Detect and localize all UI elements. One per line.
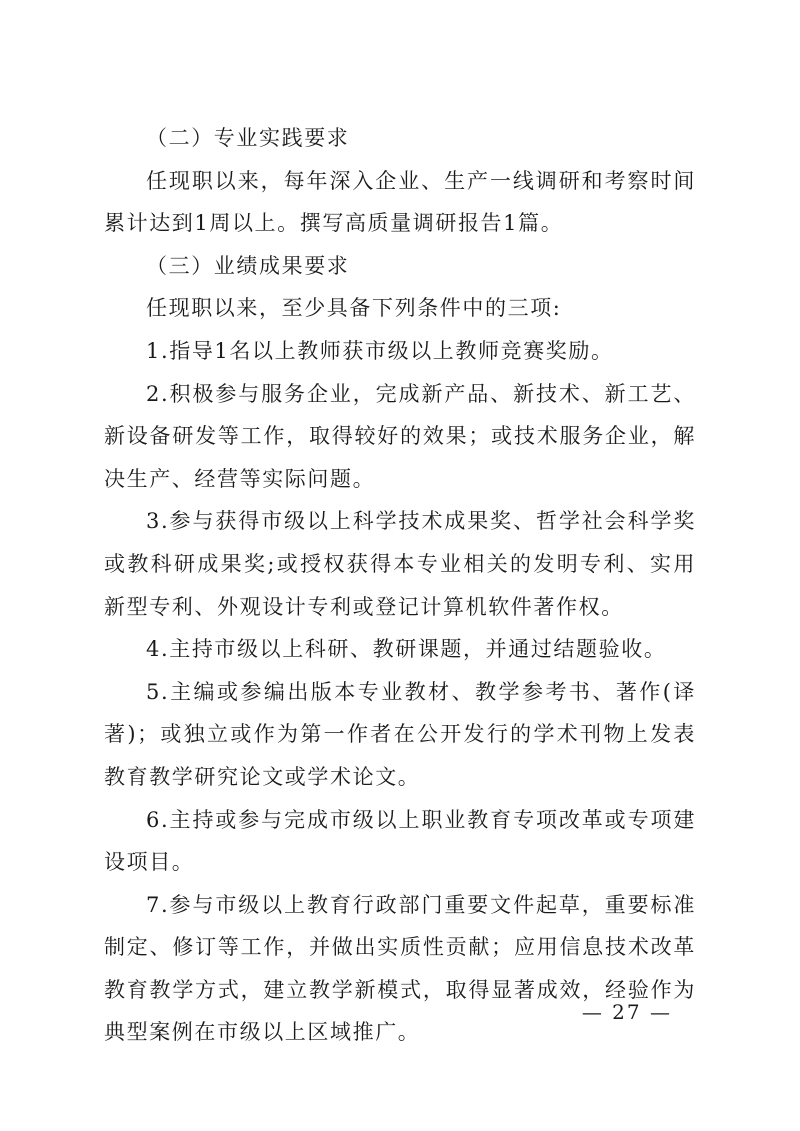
- requirement-item-5: 5.主编或参编出版本专业教材、教学参考书、著作(译著)；或独立或作为第一作者在公开发行的学术刊物上发表教育教学研究论文或学术论文。: [104, 679, 696, 789]
- requirement-item-1: 1.指导1名以上教师获市级以上教师竞赛奖励。: [146, 338, 614, 363]
- requirement-item-7: 7.参与市级以上教育行政部门重要文件起草，重要标准制定、修订等工作，并做出实质性贡献；应用信息技术改革教育教学方式，建立教学新模式，取得显著成效，经验作为典型案例在市级以上区域推广。: [104, 892, 696, 1045]
- requirement-item-4: 4.主持市级以上科研、教研课题，并通过结题验收。: [146, 637, 667, 662]
- achievement-intro: 任现职以来，至少具备下列条件中的三项:: [146, 296, 562, 321]
- section-heading-achievement: （三）业绩成果要求: [146, 253, 350, 278]
- practice-paragraph: 任现职以来，每年深入企业、生产一线调研和考察时间累计达到1周以上。撰写高质量调研报告1篇。: [104, 168, 696, 236]
- requirement-item-2: 2.积极参与服务企业，完成新产品、新技术、新工艺、新设备研发等工作，取得较好的效果；或技术服务企业，解决生产、经营等实际问题。: [104, 381, 696, 491]
- requirement-item-6: 6.主持或参与完成市级以上职业教育专项改革或专项建设项目。: [104, 807, 696, 875]
- document-body: [104, 117, 696, 1054]
- requirement-item-3: 3.参与获得市级以上科学技术成果奖、哲学社会科学奖或教科研成果奖;或授权获得本专业相关的发明专利、实用新型专利、外观设计专利或登记计算机软件著作权。: [104, 509, 696, 619]
- section-heading-practice: （二）专业实践要求: [146, 126, 350, 150]
- page-number: — 27 —: [581, 1000, 672, 1024]
